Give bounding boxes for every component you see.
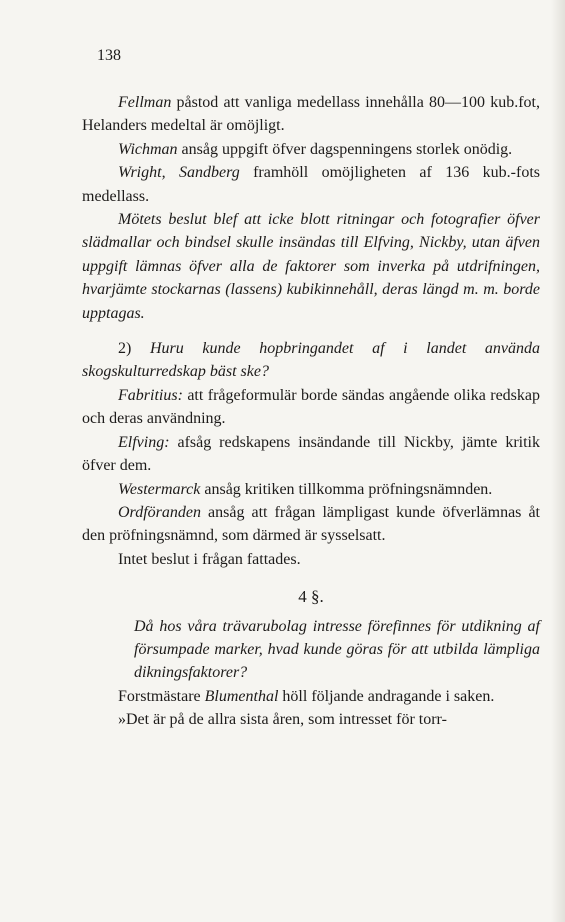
question-text: Huru kunde hopbringandet af i landet använda skogskulturredskap bäst ske? <box>82 340 540 381</box>
paragraph-text: ansåg att frågan lämpligast kunde öfverlämnas åt den pröfningsnämnd, som därmed är sysselsatt. <box>82 503 540 545</box>
question-number: 2) <box>118 340 150 358</box>
paragraph-text: påstod att vanliga medellass innehålla 80—100 kub.fot, Helanders medeltal är omöjligt. <box>82 94 540 135</box>
speaker-name: Elfving: <box>118 433 170 451</box>
title-text: Forstmästare <box>118 687 205 705</box>
paragraph-no-decision: Intet beslut i frågan fattades. <box>118 550 301 568</box>
paragraph-fellman <box>82 91 540 138</box>
speaker-name: Fellman <box>118 94 172 111</box>
question-2 <box>82 337 540 384</box>
speaker-name: Ordföranden <box>118 503 201 521</box>
paragraph-text: afsåg redskapens insändande till Nickby, jämte kritik öfver dem. <box>82 433 540 475</box>
decision-paragraph: Mötets beslut blef att icke blott ritningar och fotografier öfver slädmallar och bindsel skulle insändas till Elfving, Nickby, utan äfven uppgift lämnas öfver alla de faktorer som inverka på utdrifningen, hvarjämte stockarnas (lassens) kubikinnehåll, deras längd m. m. borde upptagas. <box>82 211 540 322</box>
speaker-name: Wright, Sandberg <box>118 164 240 182</box>
paragraph-blumenthal <box>82 685 540 708</box>
paragraph-westermarck <box>82 478 540 501</box>
paragraph-wright <box>82 161 540 208</box>
paragraph-fabritius <box>82 384 540 431</box>
speaker-name: Fabritius: <box>118 386 183 404</box>
paragraph-ordforanden <box>82 501 540 548</box>
paragraph-speech-start: »Det är på de allra sista åren, som intresset för torr- <box>118 711 447 729</box>
paragraph-elfving <box>82 431 540 478</box>
speaker-name: Wichman <box>118 140 178 158</box>
paragraph-text: ansåg kritiken tillkomma pröfningsnämnden. <box>200 480 493 498</box>
speaker-name: Westermarck <box>118 480 201 498</box>
paragraph-text: ansåg uppgift öfver dagspenningens storlek onödig. <box>177 140 513 158</box>
speaker-name: Blumenthal <box>204 687 279 705</box>
section-heading: 4 §. <box>298 587 324 607</box>
page-body <box>82 91 540 732</box>
question-4: Då hos våra trävarubolag intresse förefinnes för utdikning af försumpade marker, hvad kunde göras för att utbilda lämpliga dikningsfaktorer? <box>134 617 540 682</box>
page-number: 138 <box>97 47 121 64</box>
paragraph-text: att frågeformulär borde sändas angående olika redskap och deras användning. <box>82 386 540 428</box>
paragraph-text: framhöll omöjligheten af 136 kub.-fots medellass. <box>82 164 541 205</box>
paragraph-wichman <box>82 138 540 161</box>
paragraph-text: höll följande andragande i saken. <box>278 687 495 705</box>
page-edge-shadow <box>551 0 565 922</box>
